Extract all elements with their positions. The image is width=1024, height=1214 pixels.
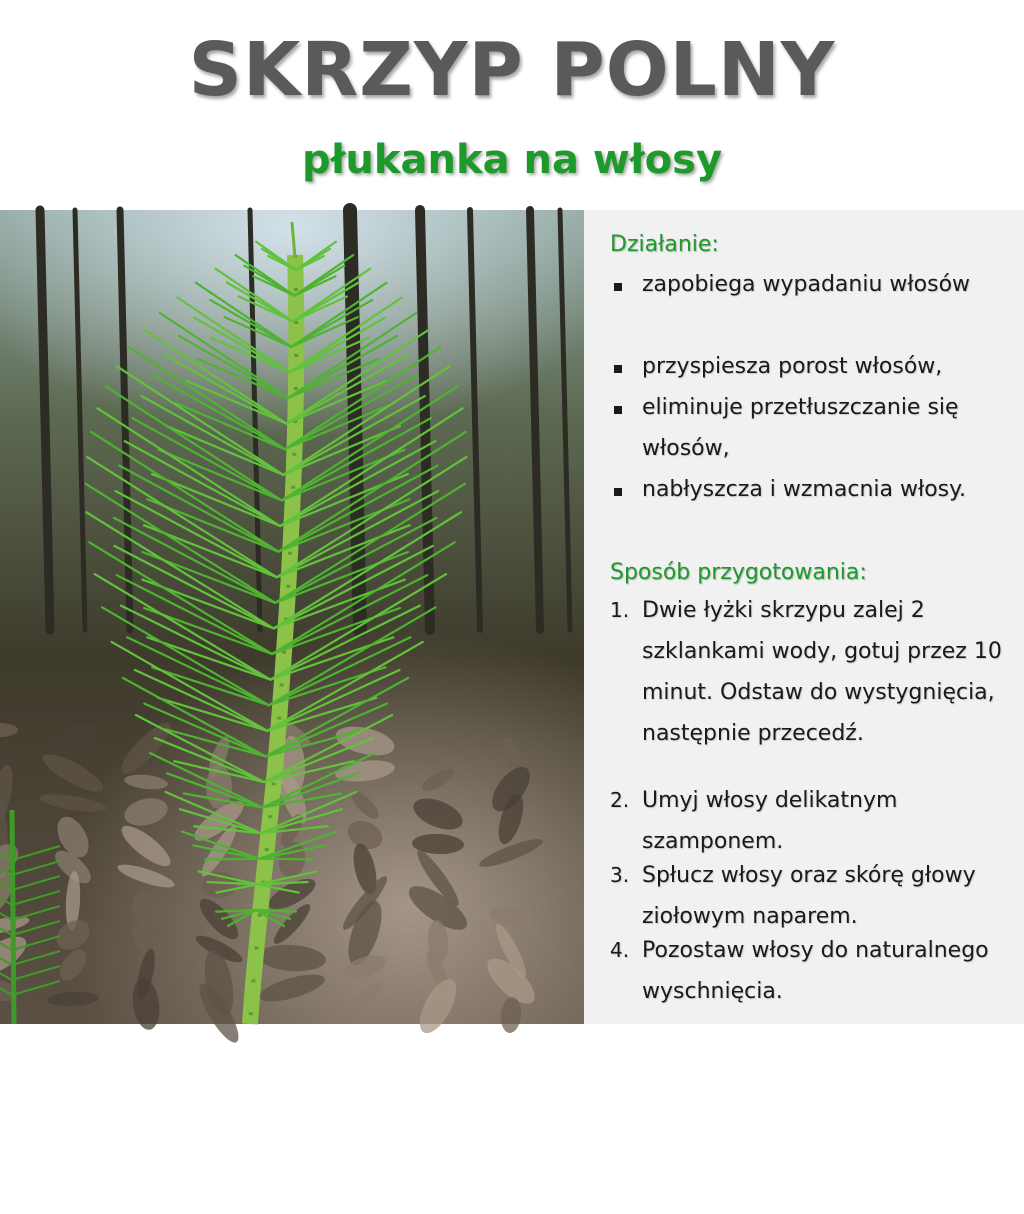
horsetail-illustration bbox=[0, 210, 584, 1024]
action-heading bbox=[610, 232, 719, 257]
list-item bbox=[610, 780, 1020, 862]
horsetail-branch bbox=[259, 859, 313, 860]
action-heading-colon: : bbox=[711, 232, 719, 257]
info-panel bbox=[584, 210, 1024, 1024]
action-item-text: eliminuje przetłuszczanie się włosów, bbox=[642, 395, 959, 461]
header bbox=[0, 0, 1024, 210]
step-text: Umyj włosy delikatnym szamponem. bbox=[642, 788, 898, 854]
list-item bbox=[610, 930, 1020, 1012]
action-item-text: przyspiesza porost włosów, bbox=[642, 354, 943, 379]
step-number: 3. bbox=[610, 863, 630, 887]
action-item-text: nabłyszcza i wzmacnia włosy. bbox=[642, 477, 967, 502]
action-heading-text: Działanie bbox=[610, 232, 712, 257]
preparation-heading: Sposób przygotowania: bbox=[610, 560, 867, 585]
page-title: SKRZYP POLNY bbox=[188, 27, 836, 113]
list-item bbox=[610, 590, 1020, 754]
bullet-icon bbox=[610, 387, 640, 428]
list-item bbox=[610, 469, 1020, 510]
page-subtitle: płukanka na włosy bbox=[301, 137, 723, 183]
list-item bbox=[610, 346, 1020, 387]
bullet-icon bbox=[610, 264, 640, 305]
bullet-icon bbox=[610, 469, 640, 510]
action-item-text: zapobiega wypadaniu włosów bbox=[642, 272, 971, 297]
step-number: 1. bbox=[610, 598, 630, 622]
small-plant-stem bbox=[12, 810, 14, 1024]
list-item bbox=[610, 387, 1020, 469]
list-item bbox=[610, 855, 1020, 937]
watermark: www.odzyskajzdrowewlosy.pl bbox=[28, 1194, 283, 1214]
step-number: 4. bbox=[610, 938, 630, 962]
list-item bbox=[610, 264, 1020, 305]
step-text: Pozostaw włosy do naturalnego wyschnięcia. bbox=[642, 938, 989, 1004]
horsetail-branch bbox=[205, 859, 259, 860]
step-number: 2. bbox=[610, 788, 630, 812]
step-text: Spłucz włosy oraz skórę głowy ziołowym naparem. bbox=[642, 863, 976, 929]
step-text: Dwie łyżki skrzypu zalej 2 szklankami wody, gotuj przez 10 minut. Odstaw do wystygnięcia, następnie przecedź. bbox=[642, 598, 1002, 746]
horsetail-photo bbox=[0, 210, 584, 1214]
bullet-icon bbox=[610, 346, 640, 387]
